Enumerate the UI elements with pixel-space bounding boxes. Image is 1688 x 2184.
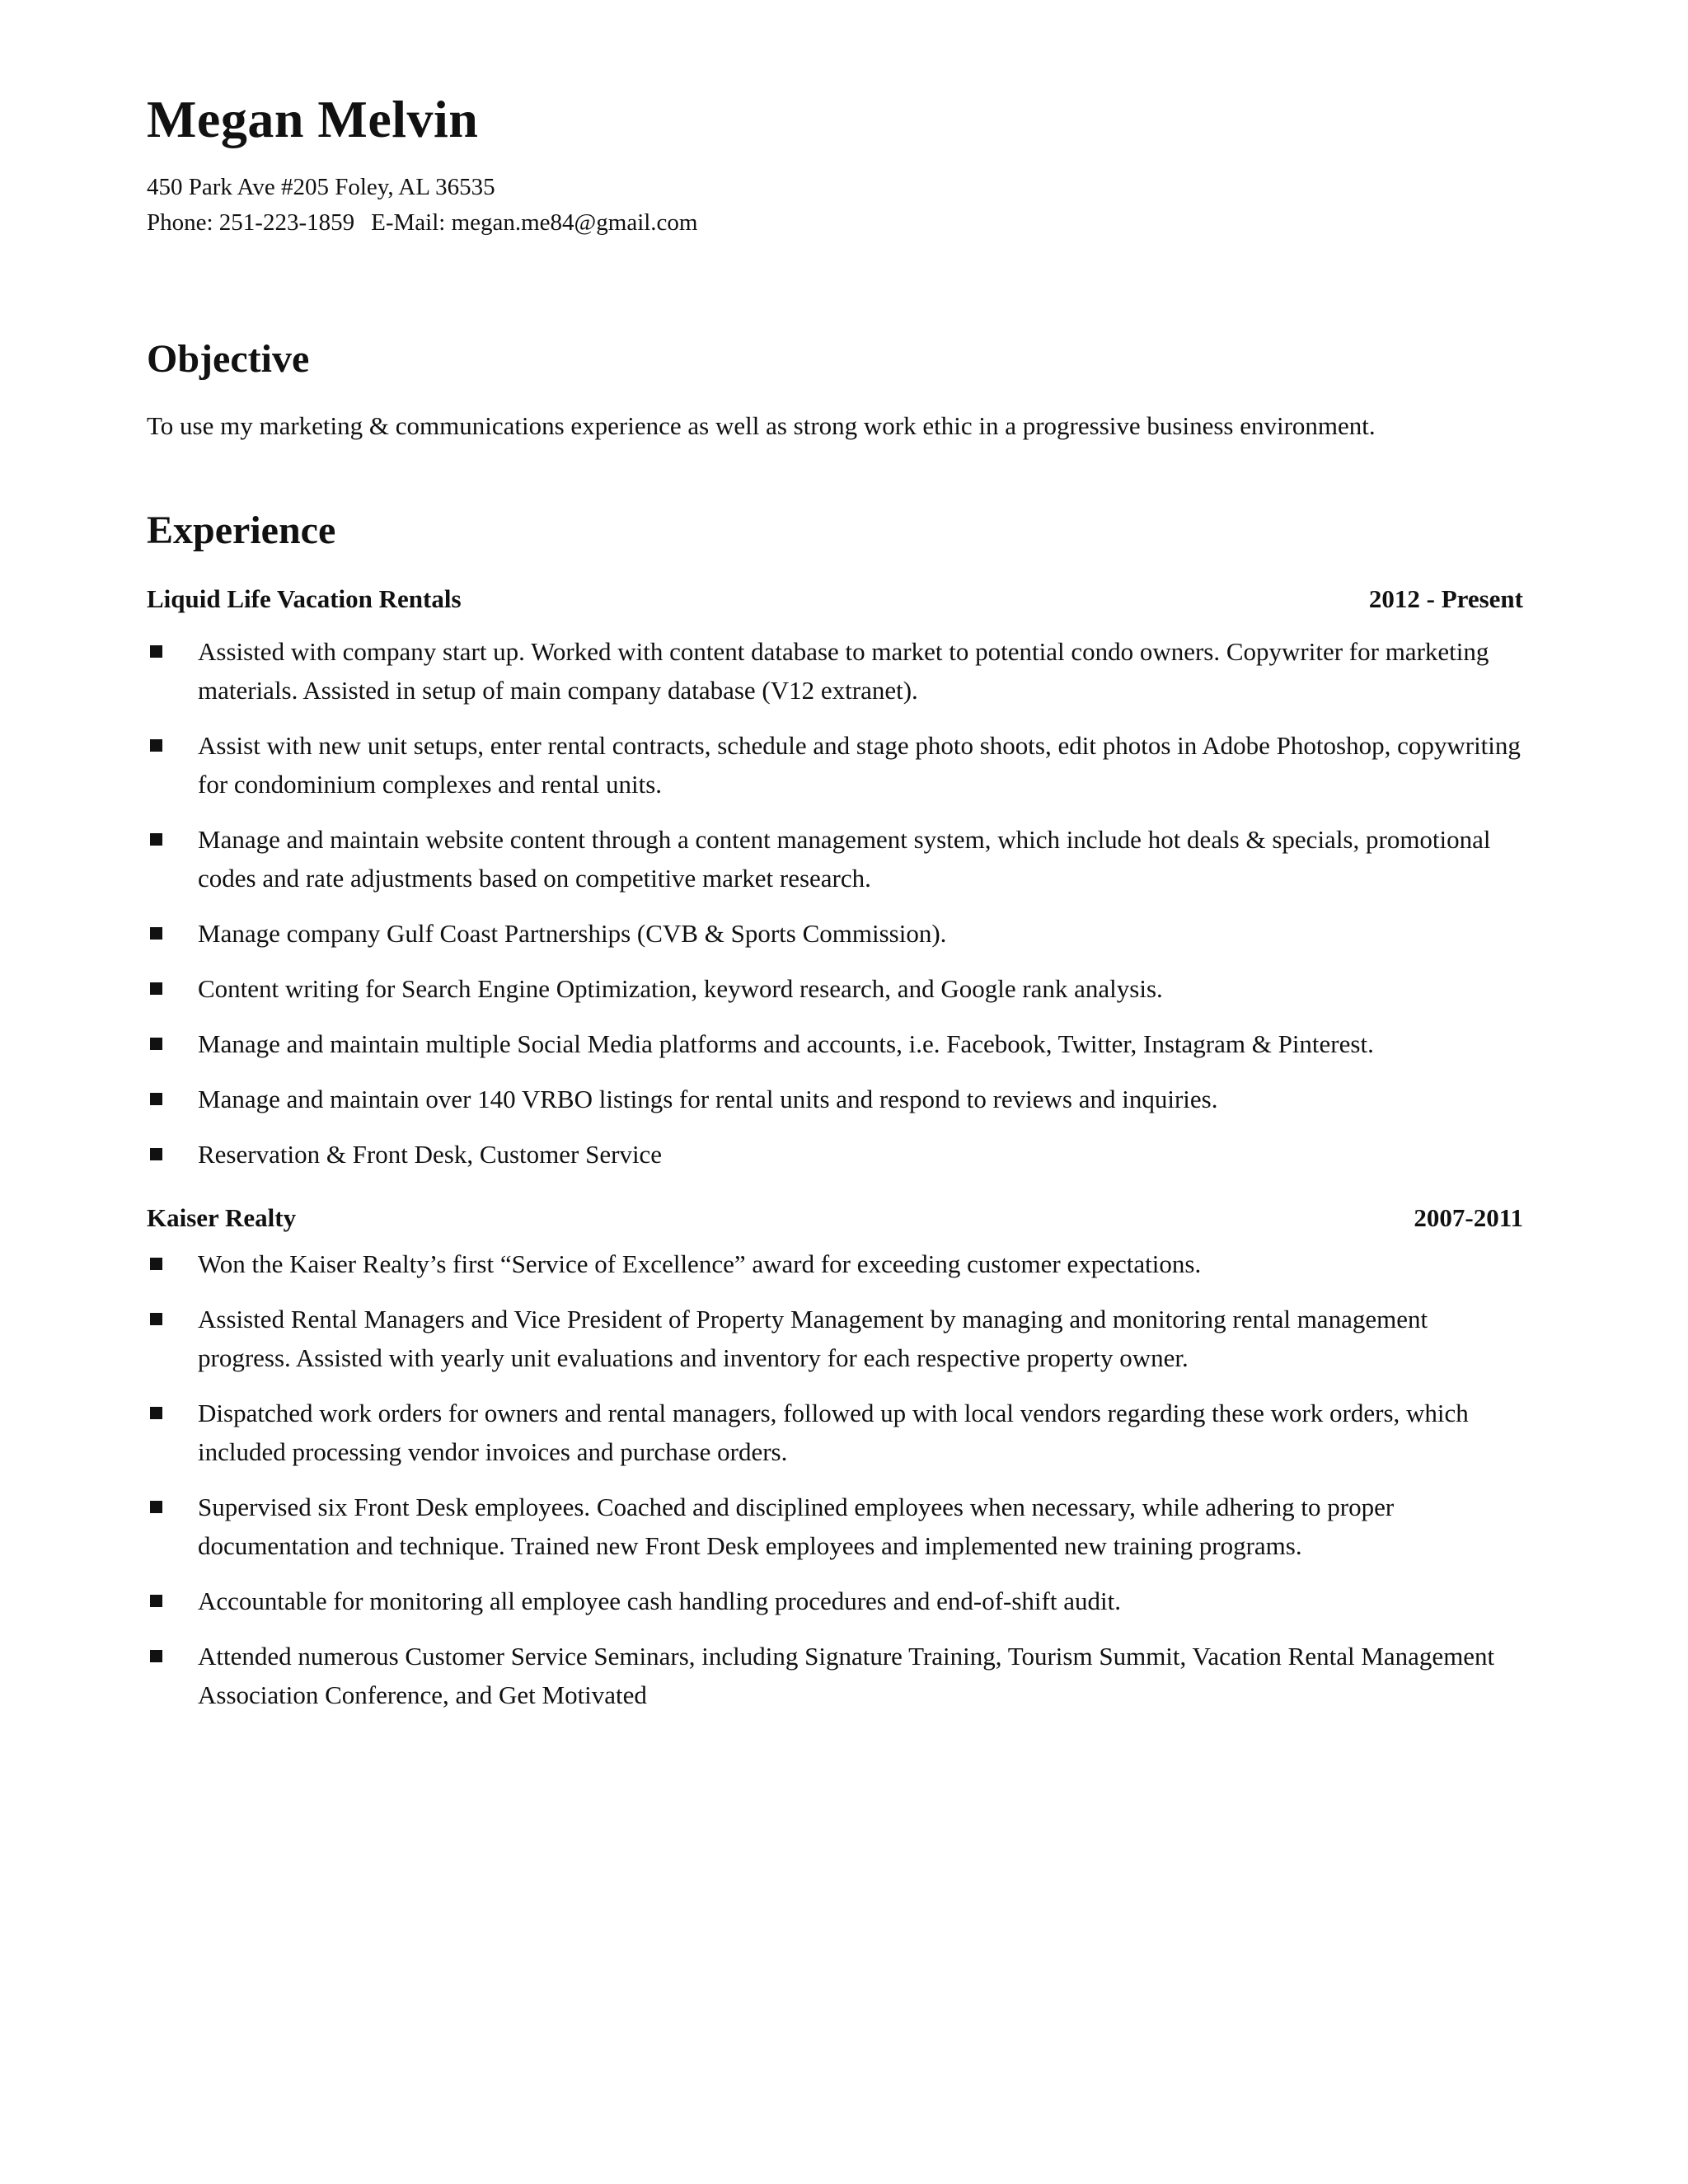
job-company: Kaiser Realty	[147, 1202, 297, 1232]
objective-heading: Objective	[147, 337, 310, 382]
job-bullet	[147, 1080, 1523, 1118]
job-bullet	[147, 1244, 1523, 1283]
job-bullet	[147, 726, 1523, 804]
square-bullet-icon	[150, 1407, 162, 1419]
square-bullet-icon	[150, 1093, 162, 1105]
job-bullet	[147, 1488, 1523, 1565]
job-bullet	[147, 914, 1523, 953]
job-bullet	[147, 969, 1523, 1008]
square-bullet-icon	[150, 1650, 162, 1662]
bullet-text: Reservation & Front Desk, Customer Service	[198, 1139, 663, 1169]
contact-block	[147, 170, 1523, 241]
job-bullet	[147, 1637, 1523, 1714]
job-bullet	[147, 1024, 1523, 1063]
bullet-text: Accountable for monitoring all employee cash handling procedures and end-of-shift audit.	[198, 1586, 1121, 1615]
job-bullet-list	[147, 1244, 1523, 1714]
job-company: Liquid Life Vacation Rentals	[147, 583, 462, 613]
bullet-text: Attended numerous Customer Service Seminars, including Signature Training, Tourism Summit, Vacation Rental Management Association Conference, and Get Motivated	[198, 1641, 1495, 1709]
email-text: E-Mail: megan.me84@gmail.com	[371, 209, 698, 237]
bullet-text: Manage company Gulf Coast Partnerships (CVB & Sports Commission).	[198, 918, 947, 948]
candidate-name: Megan Melvin	[147, 90, 479, 148]
square-bullet-icon	[150, 645, 162, 658]
square-bullet-icon	[150, 1148, 162, 1160]
job-header	[147, 1202, 1523, 1235]
bullet-text: Content writing for Search Engine Optimization, keyword research, and Google rank analysis.	[198, 973, 1163, 1003]
square-bullet-icon	[150, 1258, 162, 1270]
address-line: 450 Park Ave #205 Foley, AL 36535	[147, 174, 495, 201]
objective-text: To use my marketing & communications experience as well as strong work ethic in a progressive business environment.	[147, 411, 1376, 441]
job-bullet	[147, 632, 1523, 710]
resume-page	[147, 91, 1523, 1731]
square-bullet-icon	[150, 739, 162, 752]
square-bullet-icon	[150, 1313, 162, 1325]
job-bullet-list	[147, 632, 1523, 1174]
job-dates: 2012 - Present	[1368, 583, 1523, 613]
square-bullet-icon	[150, 927, 162, 940]
job-bullet	[147, 1394, 1523, 1471]
bullet-text: Manage and maintain multiple Social Media platforms and accounts, i.e. Facebook, Twitter, Instagram & Pinterest.	[198, 1029, 1374, 1058]
square-bullet-icon	[150, 1038, 162, 1050]
job-bullet	[147, 1300, 1523, 1377]
phone-text: Phone: 251-223-1859	[147, 209, 355, 237]
bullet-text: Assist with new unit setups, enter rental contracts, schedule and stage photo shoots, edit photos in Adobe Photoshop, copywriting for condominium complexes and rental units.	[198, 730, 1521, 799]
square-bullet-icon	[150, 982, 162, 995]
bullet-text: Manage and maintain website content through a content management system, which include hot deals & specials, promotional codes and rate adjustments based on competitive market research.	[198, 824, 1491, 893]
phone-email-line	[147, 205, 1523, 241]
job-bullet	[147, 1582, 1523, 1620]
job-dates: 2007-2011	[1414, 1202, 1523, 1232]
bullet-text: Assisted Rental Managers and Vice President of Property Management by managing and monitoring rental management progress. Assisted with yearly unit evaluations and inventory for each respective property owner.	[198, 1304, 1428, 1372]
bullet-text: Supervised six Front Desk employees. Coached and disciplined employees when necessary, while adhering to proper documentation and technique. Trained new Front Desk employees and implemented new training programs.	[198, 1492, 1395, 1560]
square-bullet-icon	[150, 1501, 162, 1513]
square-bullet-icon	[150, 1595, 162, 1607]
job-bullet	[147, 1135, 1523, 1174]
bullet-text: Won the Kaiser Realty’s first “Service of Excellence” award for exceeding customer expectations.	[198, 1249, 1202, 1278]
job-bullet	[147, 820, 1523, 898]
bullet-text: Manage and maintain over 140 VRBO listings for rental units and respond to reviews and inquiries.	[198, 1084, 1218, 1113]
bullet-text: Dispatched work orders for owners and rental managers, followed up with local vendors regarding these work orders, which included processing vendor invoices and purchase orders.	[198, 1398, 1469, 1466]
bullet-text: Assisted with company start up. Worked with content database to market to potential condo owners. Copywriter for marketing materials. Assisted in setup of main company database (V12 extranet).	[198, 636, 1489, 705]
job-header	[147, 583, 1523, 616]
experience-heading: Experience	[147, 509, 336, 553]
square-bullet-icon	[150, 833, 162, 846]
